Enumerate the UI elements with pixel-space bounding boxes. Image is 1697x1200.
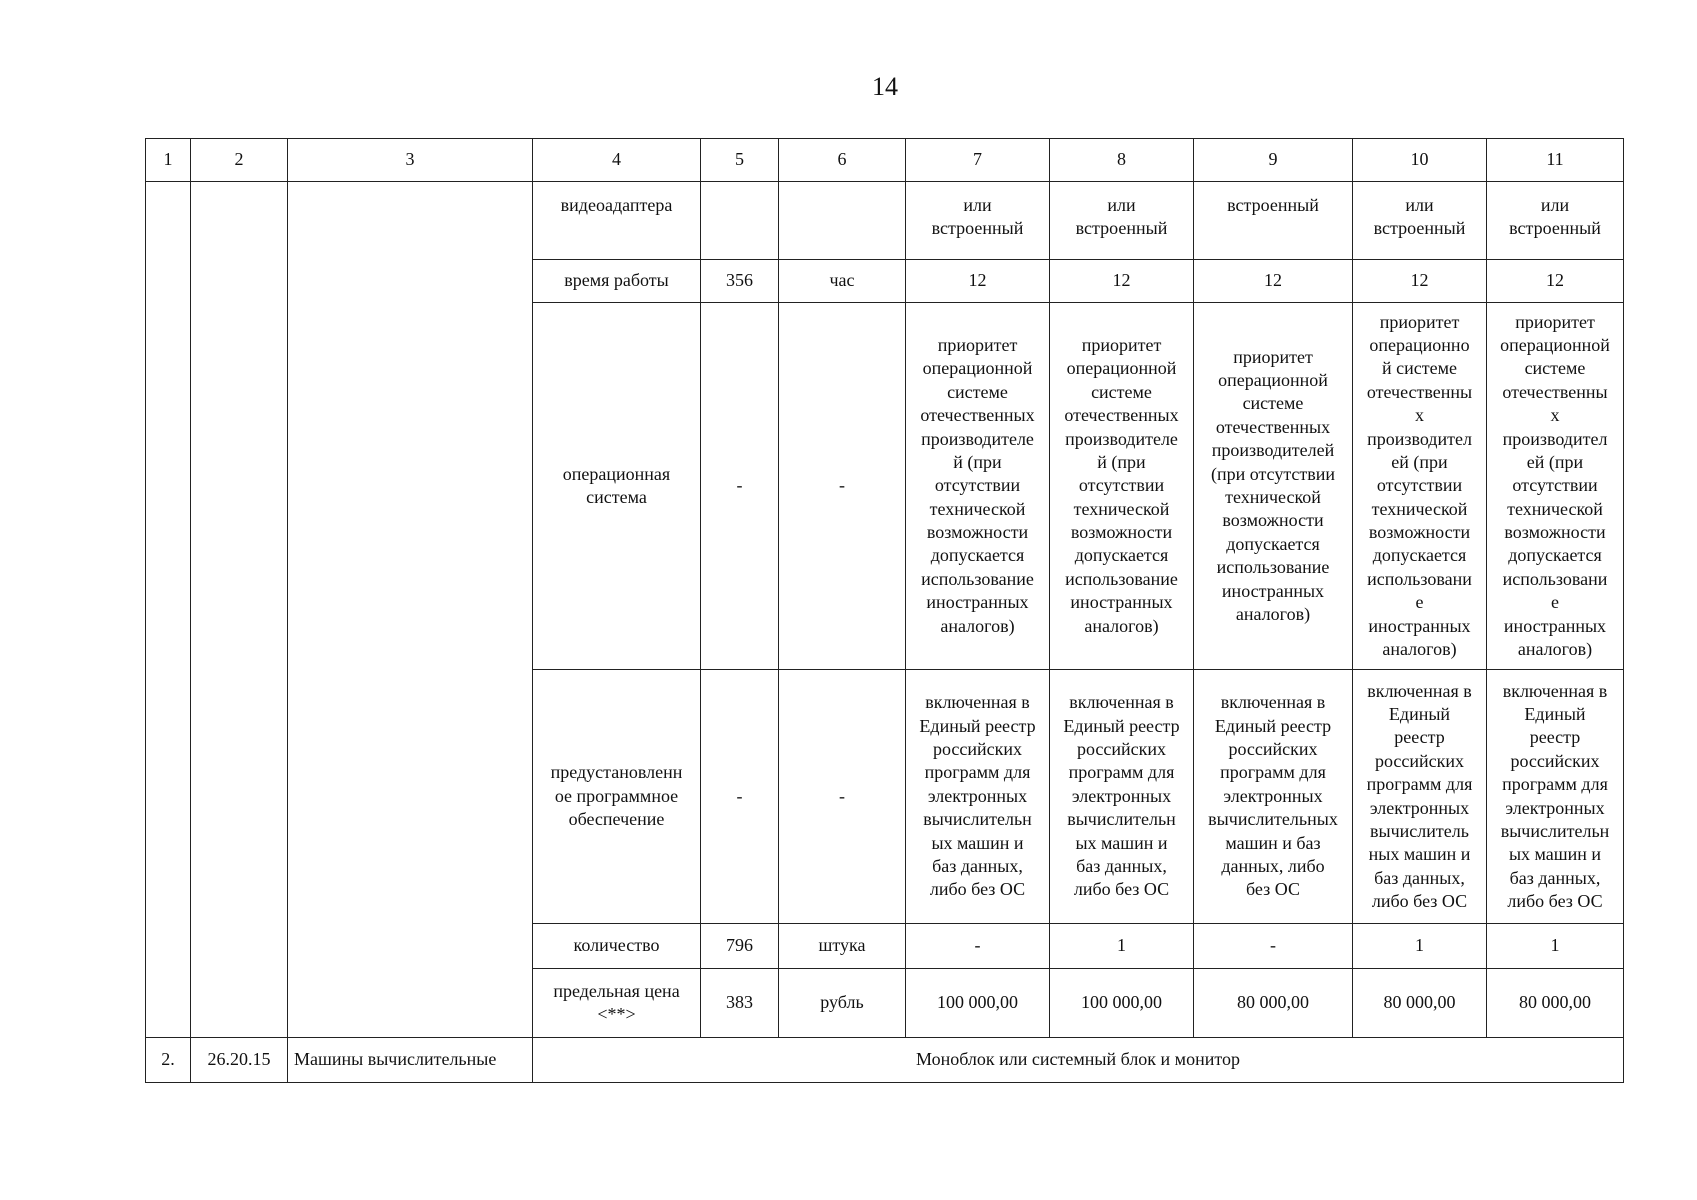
value-cell: 1 xyxy=(1353,924,1487,969)
cell-line: Единый xyxy=(1388,703,1451,724)
cell-line: отечественны xyxy=(1502,381,1608,402)
cell-line: возможности xyxy=(1368,522,1471,543)
cell-line: российских xyxy=(932,739,1023,760)
cell-line: приоритет xyxy=(1081,334,1162,355)
cell-line: система xyxy=(586,487,647,507)
col-number-4: 4 xyxy=(533,139,701,182)
cell-line: либо без ОС xyxy=(1507,891,1603,912)
cell-line: вычислительных xyxy=(1208,809,1338,830)
value-cell xyxy=(1487,303,1624,670)
cell-line: баз данных, xyxy=(1509,867,1601,888)
value-cell: 80 000,00 xyxy=(1353,969,1487,1038)
cell-line: й системе xyxy=(1382,358,1457,379)
value-cell xyxy=(1487,670,1624,924)
cell-line: системе xyxy=(947,381,1008,402)
cell-line: или xyxy=(1405,195,1434,215)
cell-line: электронных xyxy=(1369,797,1470,818)
cell-line: встроенный xyxy=(1373,218,1466,239)
cell-line: программ для xyxy=(1068,762,1175,783)
cell-line: операционная xyxy=(562,463,671,484)
cell-line: отсутствии xyxy=(1078,475,1165,496)
property-unit xyxy=(779,182,906,260)
value-cell: 12 xyxy=(906,260,1050,303)
cell-line: предельная цена xyxy=(553,980,680,1001)
value-cell xyxy=(1487,182,1624,260)
col-number-7: 7 xyxy=(906,139,1050,182)
cell-line: обеспечение xyxy=(568,809,665,830)
col-number-10: 10 xyxy=(1353,139,1487,182)
specification-table xyxy=(145,138,1624,1083)
col-number-2: 2 xyxy=(191,139,288,182)
cell-line: <**> xyxy=(597,1004,636,1024)
value-cell: 12 xyxy=(1487,260,1624,303)
cell-line: е xyxy=(1551,592,1559,613)
cell-line: ных машин и xyxy=(1368,844,1471,865)
col-number-1: 1 xyxy=(146,139,191,182)
cell-line: й (при xyxy=(1097,451,1146,472)
cell-line: либо без ОС xyxy=(1371,891,1468,912)
cell-line: отсутствии xyxy=(1512,475,1598,496)
property-code: 796 xyxy=(701,924,779,969)
cell-line: производителе xyxy=(921,428,1034,449)
cell-line: возможности xyxy=(1222,510,1324,531)
cell-line: иностранных xyxy=(1070,592,1173,613)
cell-line: вычислительн xyxy=(923,809,1032,830)
value-cell xyxy=(1050,670,1194,924)
cell-line: ых машин и xyxy=(1075,832,1168,853)
cell-line: допускается xyxy=(1372,545,1467,566)
cell-line: программ для xyxy=(1366,774,1473,795)
cell-line: приоритет xyxy=(1515,311,1595,332)
cell-line: электронных xyxy=(1071,785,1172,806)
value-cell xyxy=(1353,182,1487,260)
table-row-video-adapter xyxy=(146,182,1624,260)
cell-line: использование xyxy=(1216,557,1330,578)
cell-line: вычислительн xyxy=(1500,820,1610,841)
cell-line: либо без ОС xyxy=(1073,879,1170,900)
cell-line: технической xyxy=(1073,498,1170,519)
cell-line: иностранных xyxy=(1503,615,1607,636)
col-number-11: 11 xyxy=(1487,139,1624,182)
value-cell xyxy=(1353,670,1487,924)
cell-line: баз данных, xyxy=(1076,855,1167,876)
cell-line: допускается xyxy=(1074,545,1169,566)
cell-line: системе xyxy=(1091,381,1152,402)
cell-line: операционной xyxy=(1500,334,1610,355)
cell-line: ей (при xyxy=(1526,451,1584,472)
cell-line: машин и баз xyxy=(1225,832,1321,853)
cell-line: отечественны xyxy=(1366,381,1473,402)
value-cell: 80 000,00 xyxy=(1487,969,1624,1038)
cell-line: российских xyxy=(1374,750,1465,771)
cell-line: электронных xyxy=(1505,797,1605,818)
cell-line: электронных xyxy=(927,785,1028,806)
cell-line: (при отсутствии xyxy=(1210,463,1336,484)
cell-line: х xyxy=(1415,405,1424,426)
cell-line: включенная в xyxy=(1069,692,1174,713)
cell-line: встроенный xyxy=(931,218,1024,239)
col-number-6: 6 xyxy=(779,139,906,182)
cell-line: баз данных, xyxy=(1374,867,1465,888)
cell-line: встроенный xyxy=(1227,195,1319,215)
cell-line: использовани xyxy=(1502,568,1608,589)
cell-line: электронных xyxy=(1223,785,1323,806)
cell-line: использовани xyxy=(1367,568,1472,589)
cell-line: российских xyxy=(1076,739,1167,760)
table-row-item-2 xyxy=(146,1038,1624,1083)
cell-line: й (при xyxy=(953,451,1002,472)
cell-line: производителей xyxy=(1211,440,1335,461)
cell-line: возможности xyxy=(1070,522,1173,543)
cell-line: технической xyxy=(1225,487,1321,507)
cell-line: либо без ОС xyxy=(929,879,1026,900)
cell-line: отсутствии xyxy=(1376,475,1463,496)
property-unit: - xyxy=(779,670,906,924)
cell-line: российских xyxy=(1510,750,1600,771)
cell-line: приоритет xyxy=(937,334,1018,355)
cell-line: иностранных xyxy=(1221,580,1325,601)
cell-line: встроенный xyxy=(1075,218,1168,239)
cell-line: данных, либо xyxy=(1221,855,1325,876)
cell-line: ых машин и xyxy=(931,832,1024,853)
cell-line: допускается xyxy=(930,545,1025,566)
value-cell xyxy=(906,303,1050,670)
cell-line: встроенный xyxy=(1509,218,1601,239)
cell-line: приоритет xyxy=(1379,311,1460,332)
cell-line: программ для xyxy=(924,762,1031,783)
cell-line: программ для xyxy=(1220,762,1326,783)
cell-line: программ для xyxy=(1502,774,1608,795)
value-cell xyxy=(906,182,1050,260)
item-code: 26.20.15 xyxy=(191,1038,288,1083)
value-cell: 80 000,00 xyxy=(1194,969,1353,1038)
value-cell: 12 xyxy=(1194,260,1353,303)
cell-line: реестр xyxy=(1394,727,1445,748)
value-cell xyxy=(1194,303,1353,670)
value-cell: 12 xyxy=(1353,260,1487,303)
cell-line: предустановленн xyxy=(550,762,683,783)
value-cell: 100 000,00 xyxy=(906,969,1050,1038)
property-code: - xyxy=(701,303,779,670)
property-code xyxy=(701,182,779,260)
col-number-8: 8 xyxy=(1050,139,1194,182)
cell-line: вычислитель xyxy=(1370,820,1469,841)
cell-line: возможности xyxy=(926,522,1029,543)
property-name: видеоадаптера xyxy=(533,182,701,260)
cell-line: допускается xyxy=(1226,533,1320,554)
cell-line: включенная в xyxy=(925,692,1030,713)
cell-line: отечественных xyxy=(920,405,1035,426)
cell-line: или xyxy=(963,195,992,215)
cell-line: приоритет xyxy=(1233,346,1313,367)
property-unit: штука xyxy=(779,924,906,969)
cell-line: включенная в xyxy=(1220,692,1326,713)
cell-line: иностранных xyxy=(926,592,1029,613)
cell-line: баз данных, xyxy=(932,855,1023,876)
cell-line: операционной xyxy=(1218,370,1328,391)
cell-line: е xyxy=(1415,592,1424,613)
property-name xyxy=(533,969,701,1038)
cell-line: Единый xyxy=(1524,703,1586,724)
cell-line: отсутствии xyxy=(934,475,1021,496)
cell-line: включенная в xyxy=(1367,680,1472,701)
cell-line: операционной xyxy=(1066,358,1177,379)
cell-line: ей (при xyxy=(1391,451,1448,472)
cell-line: операционно xyxy=(1369,334,1470,355)
cell-line: производител xyxy=(1367,428,1472,449)
column-number-row xyxy=(146,139,1624,182)
cell-line: аналогов) xyxy=(1235,603,1311,624)
value-cell xyxy=(1050,182,1194,260)
value-cell: - xyxy=(1194,924,1353,969)
cell-line: производителе xyxy=(1065,428,1178,449)
cell-line: допускается xyxy=(1508,545,1602,566)
cell-line: технической xyxy=(929,498,1026,519)
property-name: количество xyxy=(533,924,701,969)
cell-line: Единый реестр xyxy=(919,715,1036,736)
cell-line: системе xyxy=(1524,358,1586,379)
empty-cell-col3 xyxy=(288,182,533,1038)
cell-line: использование xyxy=(1065,568,1178,589)
cell-line: использование xyxy=(921,568,1034,589)
property-name xyxy=(533,303,701,670)
cell-line: отечественных xyxy=(1064,405,1179,426)
property-unit: час xyxy=(779,260,906,303)
cell-line: реестр xyxy=(1529,727,1581,748)
cell-line: технической xyxy=(1371,498,1468,519)
cell-line: ых машин и xyxy=(1508,844,1602,865)
value-cell xyxy=(1050,303,1194,670)
cell-line: включенная в xyxy=(1502,680,1608,701)
cell-line: аналогов) xyxy=(1382,639,1457,660)
value-cell xyxy=(1194,182,1353,260)
cell-line: производител xyxy=(1502,428,1608,449)
cell-line: аналогов) xyxy=(1517,639,1593,660)
cell-line: иностранных xyxy=(1368,615,1471,636)
col-number-5: 5 xyxy=(701,139,779,182)
cell-line: Единый реестр xyxy=(1214,715,1332,736)
cell-line: без ОС xyxy=(1246,879,1300,900)
value-cell: - xyxy=(906,924,1050,969)
property-unit: - xyxy=(779,303,906,670)
value-cell xyxy=(1194,670,1353,924)
property-name xyxy=(533,670,701,924)
value-cell: 12 xyxy=(1050,260,1194,303)
cell-line: ое программное xyxy=(554,785,679,806)
item-number: 2. xyxy=(146,1038,191,1083)
cell-line: или xyxy=(1540,195,1570,215)
cell-line: аналогов) xyxy=(940,615,1015,636)
value-cell: 100 000,00 xyxy=(1050,969,1194,1038)
property-code: - xyxy=(701,670,779,924)
cell-line: технической xyxy=(1507,498,1603,519)
cell-line: российских xyxy=(1228,739,1318,760)
cell-line: аналогов) xyxy=(1084,615,1159,636)
property-code: 383 xyxy=(701,969,779,1038)
cell-line: Единый реестр xyxy=(1063,715,1180,736)
item-description: Моноблок или системный блок и монитор xyxy=(533,1038,1624,1083)
item-name: Машины вычислительные xyxy=(288,1038,533,1083)
property-name: время работы xyxy=(533,260,701,303)
cell-line: х xyxy=(1550,405,1560,426)
cell-line: отечественных xyxy=(1215,416,1331,437)
value-cell xyxy=(906,670,1050,924)
cell-line: возможности xyxy=(1504,522,1606,543)
cell-line: системе xyxy=(1242,393,1304,414)
empty-cell-col2 xyxy=(191,182,288,1038)
page-number: 14 xyxy=(872,72,898,101)
cell-line: или xyxy=(1107,195,1136,215)
property-unit: рубль xyxy=(779,969,906,1038)
cell-line: вычислительн xyxy=(1067,809,1176,830)
value-cell xyxy=(1353,303,1487,670)
cell-line: операционной xyxy=(922,358,1033,379)
col-number-9: 9 xyxy=(1194,139,1353,182)
value-cell: 1 xyxy=(1487,924,1624,969)
col-number-3: 3 xyxy=(288,139,533,182)
value-cell: 1 xyxy=(1050,924,1194,969)
empty-cell-col1 xyxy=(146,182,191,1038)
property-code: 356 xyxy=(701,260,779,303)
